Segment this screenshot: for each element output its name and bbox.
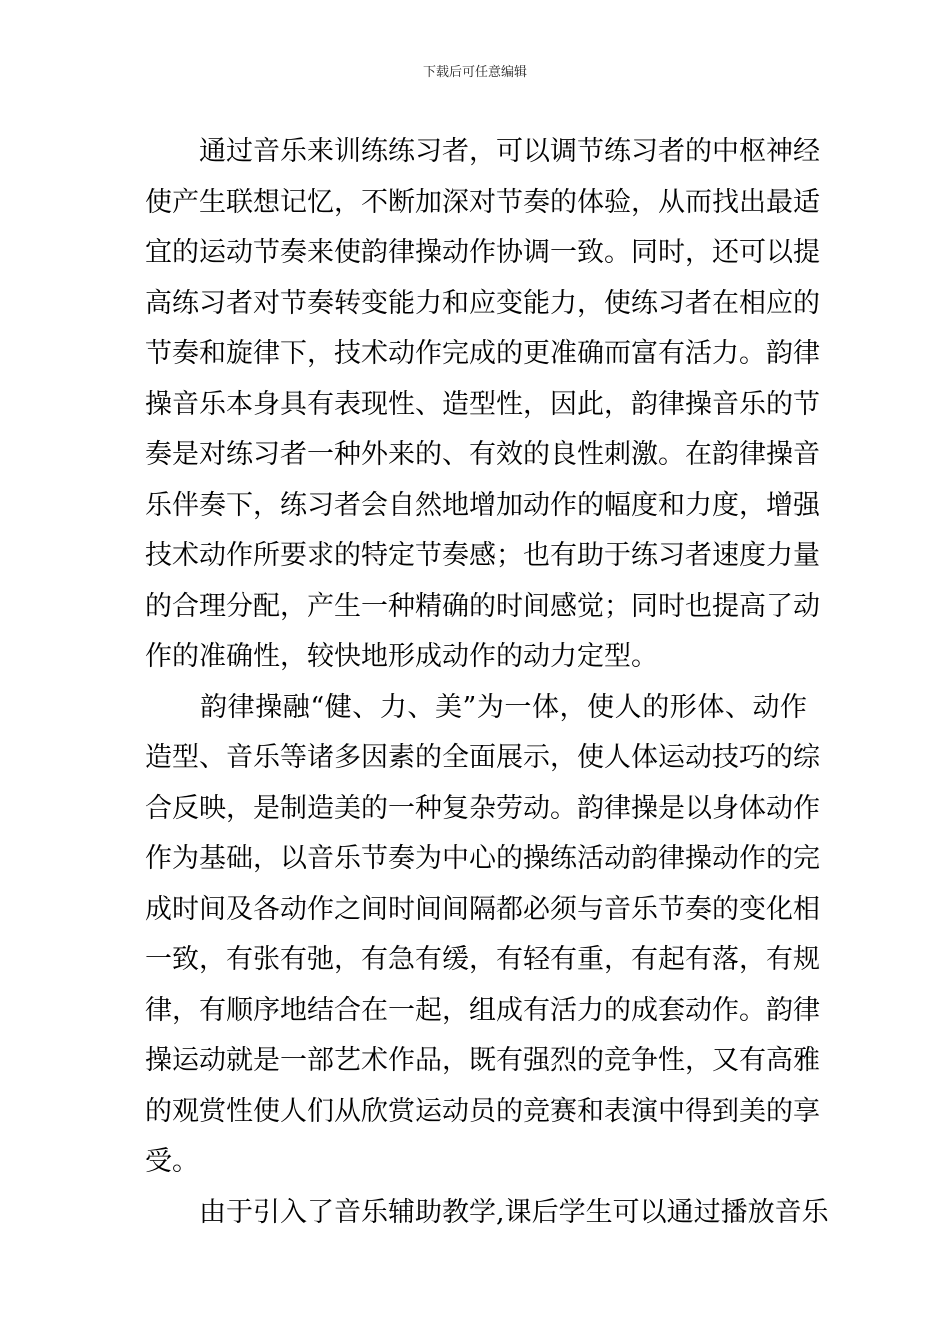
text-line: 的观赏性使人们从欣赏运动员的竞赛和表演中得到美的享	[145, 1095, 820, 1127]
text-line: 技术动作所要求的特定节奏感；也有助于练习者速度力量	[145, 540, 820, 571]
text-line: 由于引入了音乐辅助教学,课后学生可以通过播放音乐	[145, 1196, 829, 1228]
text-line: 作的准确性，较快地形成动作的动力定型。	[145, 641, 658, 672]
text-line: 使产生联想记忆，不断加深对节奏的体验，从而找出最适	[145, 186, 820, 218]
text-line: 高练习者对节奏转变能力和应变能力，使练习者在相应的	[145, 287, 820, 319]
text-line: 合反映，是制造美的一种复杂劳动。韵律操是以身体动作	[145, 792, 820, 824]
text-line: 操运动就是一部艺术作品，既有强烈的竞争性，又有高雅	[145, 1045, 820, 1076]
text-line: 奏是对练习者一种外来的、有效的良性刺激。在韵律操音	[145, 439, 820, 470]
text-line: 律，有顺序地结合在一起，组成有活力的成套动作。韵律	[145, 994, 820, 1026]
page-header: 下载后可任意编辑	[422, 65, 527, 80]
text-line: 作为基础，以音乐节奏为中心的操练活动韵律操动作的完	[145, 843, 820, 874]
document-body	[145, 127, 829, 1238]
text-line: 造型、音乐等诸多因素的全面展示，使人体运动技巧的综	[145, 742, 820, 773]
text-line: 操音乐本身具有表现性、造型性，因此，韵律操音乐的节	[145, 388, 820, 420]
text-line: 韵律操融“健、力、美”为一体，使人的形体、动作	[145, 691, 807, 723]
text-line: 受。	[145, 1146, 199, 1177]
text-line: 的合理分配，产生一种精确的时间感觉；同时也提高了动	[145, 590, 820, 622]
text-line: 成时间及各动作之间时间间隔都必须与音乐节奏的变化相	[145, 893, 820, 925]
text-line: 通过音乐来训练练习者，可以调节练习者的中枢神经	[145, 136, 820, 167]
text-line: 乐伴奏下，练习者会自然地增加动作的幅度和力度，增强	[145, 489, 820, 521]
text-line: 一致，有张有弛，有急有缓，有轻有重，有起有落，有规	[145, 944, 820, 975]
text-line: 节奏和旋律下，技术动作完成的更准确而富有活力。韵律	[145, 338, 820, 369]
text-line: 宜的运动节奏来使韵律操动作协调一致。同时，还可以提	[145, 237, 820, 268]
